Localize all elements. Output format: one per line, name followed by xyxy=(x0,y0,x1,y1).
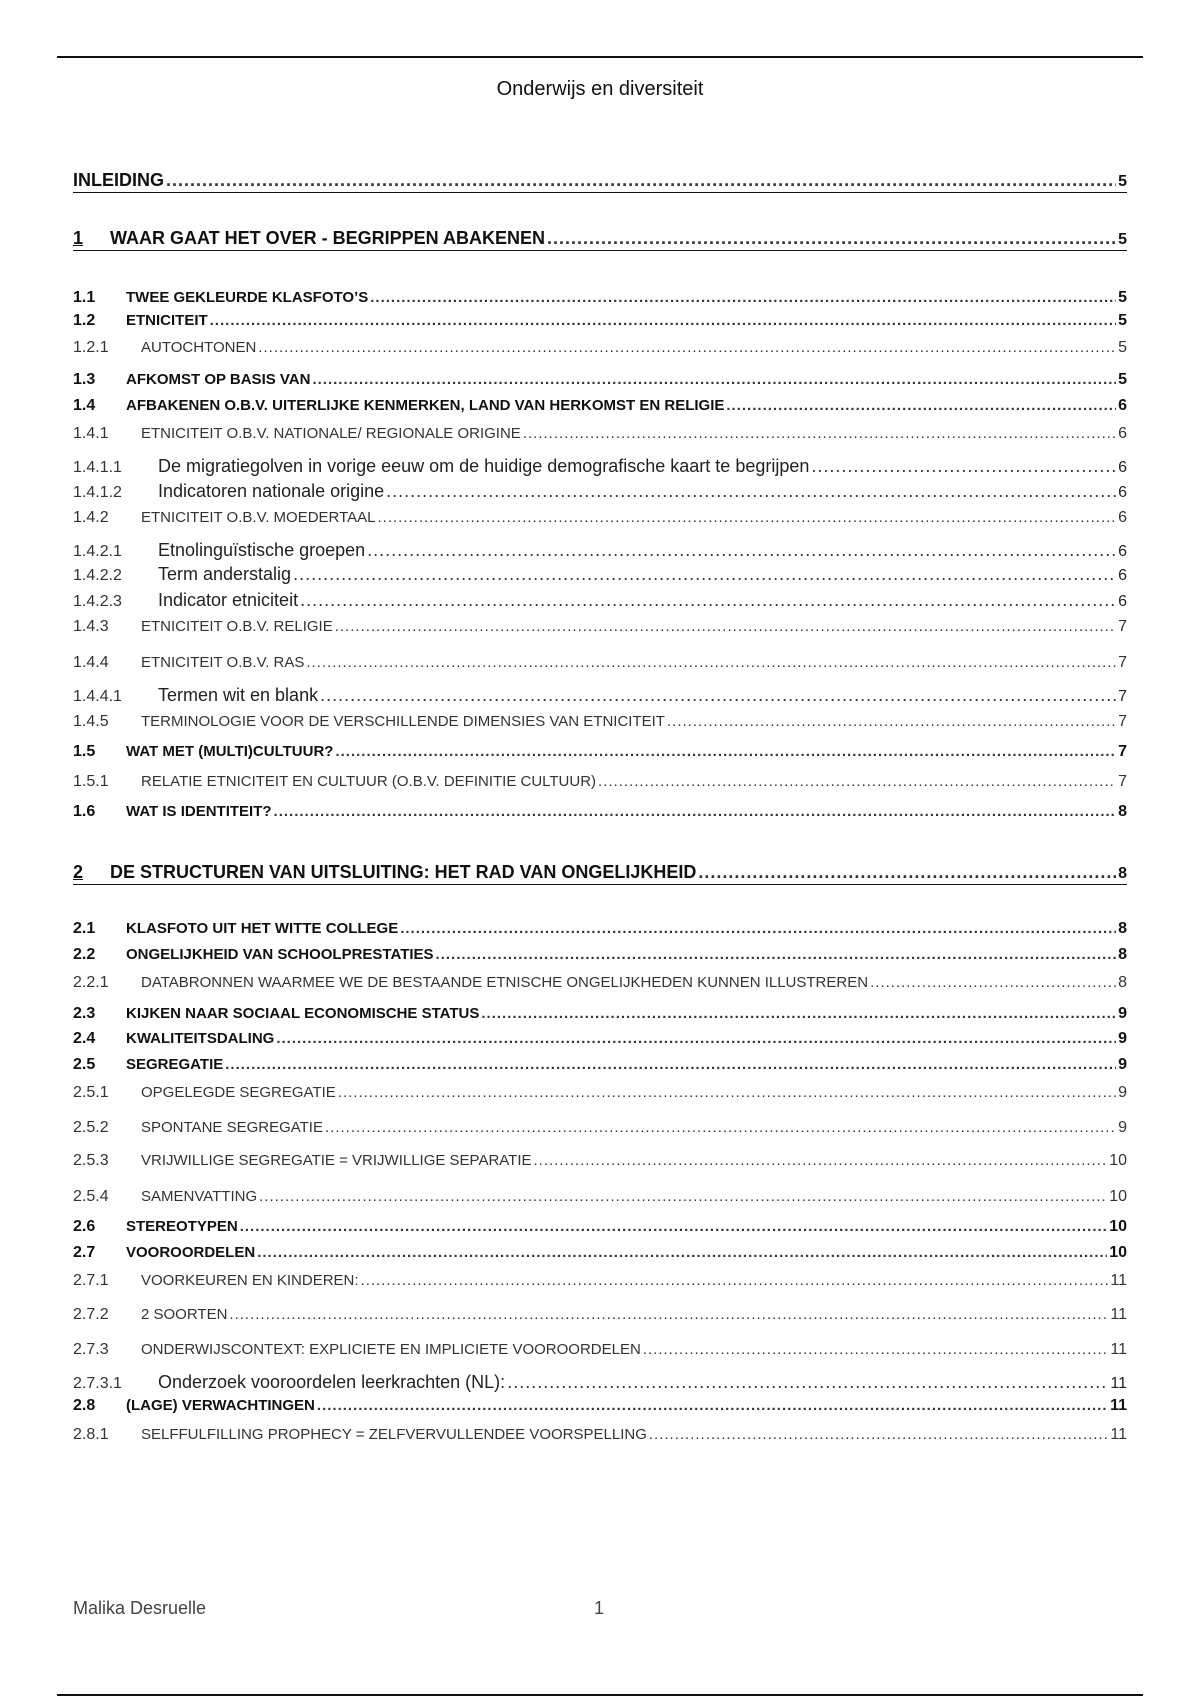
toc-entry[interactable] xyxy=(73,1005,1127,1023)
toc-entry-title: KIJKEN NAAR SOCIAAL ECONOMISCHE STATUS xyxy=(126,1005,480,1022)
toc-entry-number: 2.7.3.1 xyxy=(73,1375,122,1392)
toc-entry-number: 1.4.3 xyxy=(73,618,109,635)
toc-entry-title: ONGELIJKHEID VAN SCHOOLPRESTATIES xyxy=(126,946,434,963)
toc-entry-page: 10 xyxy=(1109,1244,1127,1261)
toc-dot-leader xyxy=(258,339,1116,356)
toc-entry-title: DE STRUCTUREN VAN UITSLUITING: HET RAD VAN ONGELIJKHEID xyxy=(110,862,697,882)
toc-entry-page: 6 xyxy=(1118,593,1127,610)
toc-entry[interactable] xyxy=(73,289,1127,307)
toc-entry-page: 8 xyxy=(1118,865,1127,882)
toc-entry-title: WAAR GAAT HET OVER - BEGRIPPEN ABAKENEN xyxy=(110,228,546,248)
toc-entry-title: SPONTANE SEGREGATIE xyxy=(141,1119,323,1136)
toc-entry-title: Onderzoek vooroordelen leerkrachten (NL): xyxy=(158,1372,506,1392)
toc-entry-number: 2.1 xyxy=(73,920,96,937)
toc-entry-title: ETNICITEIT O.B.V. RAS xyxy=(141,654,305,671)
toc-entry-title: STEREOTYPEN xyxy=(126,1218,238,1235)
toc-entry-title: DATABRONNEN WAARMEE WE DE BESTAANDE ETNISCHE ONGELIJKHEDEN KUNNEN ILLUSTREREN xyxy=(141,974,869,991)
toc-entry[interactable] xyxy=(73,862,1127,885)
toc-entry-title: De migratiegolven in vorige eeuw om de huidige demografische kaart te begrijpen xyxy=(158,456,810,476)
toc-entry-page: 11 xyxy=(1110,1426,1127,1443)
toc-entry-title: KLASFOTO UIT HET WITTE COLLEGE xyxy=(126,920,399,937)
toc-entry-number: 1.4.2.2 xyxy=(73,567,122,584)
toc-entry-number: 1.1 xyxy=(73,289,96,306)
toc-entry-number: 1 xyxy=(73,228,84,248)
toc-entry-title: Termen wit en blank xyxy=(158,685,319,705)
toc-entry-page: 5 xyxy=(1118,231,1127,248)
toc-entry[interactable] xyxy=(73,618,1127,636)
toc-dot-leader xyxy=(274,803,1117,820)
toc-entry-page: 6 xyxy=(1118,567,1127,584)
toc-entry-title: ETNICITEIT xyxy=(126,312,208,329)
toc-dot-leader xyxy=(378,509,1117,526)
toc-dot-leader xyxy=(210,312,1116,329)
toc-entry[interactable] xyxy=(73,1341,1127,1359)
toc-entry-number: 2.8 xyxy=(73,1397,96,1414)
toc-entry-page: 7 xyxy=(1118,713,1127,730)
toc-dot-leader xyxy=(507,1372,1108,1393)
toc-dot-leader xyxy=(240,1218,1108,1235)
toc-entry-number: 1.4.1.1 xyxy=(73,459,122,476)
toc-entry[interactable] xyxy=(73,773,1127,791)
toc-entry-number: 1.4.2 xyxy=(73,509,109,526)
toc-entry[interactable] xyxy=(73,713,1127,731)
toc-entry[interactable] xyxy=(73,339,1127,357)
bottom-rule xyxy=(57,1694,1143,1696)
toc-dot-leader xyxy=(367,540,1116,561)
toc-entry-title: VRIJWILLIGE SEGREGATIE = VRIJWILLIGE SEPARATIE xyxy=(141,1152,532,1169)
toc-entry-page: 8 xyxy=(1118,920,1127,937)
toc-entry[interactable] xyxy=(73,312,1127,330)
toc-entry-number: 2.3 xyxy=(73,1005,96,1022)
toc-entry-title: WAT MET (MULTI)CULTUUR? xyxy=(126,743,334,760)
toc-entry-page: 6 xyxy=(1118,425,1127,442)
toc-dot-leader xyxy=(335,743,1116,760)
toc-dot-leader xyxy=(400,920,1116,937)
toc-entry-page: 10 xyxy=(1109,1152,1127,1169)
toc-entry-title: AUTOCHTONEN xyxy=(141,339,257,356)
toc-entry-number: 1.2.1 xyxy=(73,339,109,356)
toc-dot-leader xyxy=(338,1084,1116,1101)
toc-dot-leader xyxy=(436,946,1117,963)
toc-entry-page: 7 xyxy=(1118,688,1127,705)
toc-entry[interactable] xyxy=(73,1272,1127,1290)
toc-entry-page: 5 xyxy=(1118,371,1127,388)
toc-dot-leader xyxy=(320,685,1116,706)
toc-dot-leader xyxy=(370,289,1116,306)
toc-entry-number: 2.6 xyxy=(73,1218,96,1235)
toc-entry-number: 2.5.2 xyxy=(73,1119,109,1136)
footer-author: Malika Desruelle xyxy=(73,1598,207,1618)
toc-entry-page: 11 xyxy=(1110,1341,1127,1358)
toc-entry-title: ETNICITEIT O.B.V. MOEDERTAAL xyxy=(141,509,376,526)
toc-entry-number: 1.4.5 xyxy=(73,713,109,730)
toc-entry-number: 2.5.3 xyxy=(73,1152,109,1169)
toc-entry-number: 2.5.4 xyxy=(73,1188,109,1205)
toc-entry[interactable] xyxy=(73,456,1127,477)
toc-entry-title: KWALITEITSDALING xyxy=(126,1030,275,1047)
toc-entry[interactable] xyxy=(73,1119,1127,1137)
toc-entry-title: OPGELEGDE SEGREGATIE xyxy=(141,1084,336,1101)
toc-entry-page: 6 xyxy=(1118,509,1127,526)
toc-entry-number: 2.4 xyxy=(73,1030,96,1047)
toc-entry[interactable] xyxy=(73,1152,1127,1170)
toc-entry-number: 2.5.1 xyxy=(73,1084,109,1101)
toc-entry-page: 8 xyxy=(1118,803,1127,820)
toc-entry[interactable] xyxy=(73,170,1127,193)
toc-entry-title: ONDERWIJSCONTEXT: EXPLICIETE EN IMPLICIETE VOOROORDELEN xyxy=(141,1341,641,1358)
toc-entry-title: SEGREGATIE xyxy=(126,1056,224,1073)
toc-dot-leader xyxy=(306,654,1116,671)
toc-dot-leader xyxy=(300,590,1116,611)
toc-entry[interactable] xyxy=(73,974,1127,992)
toc-entry-page: 9 xyxy=(1118,1084,1127,1101)
toc-entry-title: SELFFULFILLING PROPHECY = ZELFVERVULLENDEE VOORSPELLING xyxy=(141,1426,647,1443)
toc-entry[interactable] xyxy=(73,397,1127,415)
toc-entry-page: 11 xyxy=(1110,1397,1127,1414)
toc-entry-page: 6 xyxy=(1118,397,1127,414)
toc-dot-leader xyxy=(335,618,1116,635)
toc-entry-page: 6 xyxy=(1118,543,1127,560)
toc-entry-title: SAMENVATTING xyxy=(141,1188,258,1205)
toc-dot-leader xyxy=(598,773,1116,790)
toc-entry-page: 8 xyxy=(1118,974,1127,991)
toc-entry-title: TWEE GEKLEURDE KLASFOTO’S xyxy=(126,289,369,306)
toc-entry[interactable] xyxy=(73,371,1127,389)
toc-entry-title: 2 SOORTEN xyxy=(141,1306,228,1323)
toc-entry-number: 1.2 xyxy=(73,312,96,329)
toc-entry-page: 9 xyxy=(1118,1030,1127,1047)
toc-dot-leader xyxy=(325,1119,1116,1136)
toc-dot-leader xyxy=(225,1056,1116,1073)
toc-entry-number: 2.7.2 xyxy=(73,1306,109,1323)
toc-entry-page: 10 xyxy=(1109,1188,1127,1205)
toc-entry-title: Indicator etniciteit xyxy=(158,590,299,610)
toc-entry[interactable] xyxy=(73,654,1127,672)
toc-entry-number: 1.4.1.2 xyxy=(73,484,122,501)
toc-entry[interactable] xyxy=(73,743,1127,761)
toc-entry[interactable] xyxy=(73,1056,1127,1074)
toc-dot-leader xyxy=(870,974,1116,991)
toc-entry-page: 6 xyxy=(1118,459,1127,476)
toc-dot-leader xyxy=(229,1306,1108,1323)
toc-entry-page: 7 xyxy=(1118,654,1127,671)
toc-dot-leader xyxy=(667,713,1116,730)
toc-entry-number: 1.4.4 xyxy=(73,654,109,671)
toc-entry[interactable] xyxy=(73,540,1127,561)
toc-dot-leader xyxy=(481,1005,1116,1022)
toc-entry-title: Indicatoren nationale origine xyxy=(158,481,385,501)
toc-dot-leader xyxy=(726,397,1116,414)
toc-entry-title: AFKOMST OP BASIS VAN xyxy=(126,371,311,388)
toc-entry-page: 11 xyxy=(1110,1375,1127,1392)
toc-dot-leader xyxy=(257,1244,1107,1261)
toc-dot-leader xyxy=(317,1397,1108,1414)
toc-dot-leader xyxy=(361,1272,1109,1289)
toc-entry-number: 2.5 xyxy=(73,1056,96,1073)
toc-entry-page: 9 xyxy=(1118,1119,1127,1136)
toc-entry-page: 6 xyxy=(1118,484,1127,501)
toc-entry[interactable] xyxy=(73,481,1127,502)
toc-entry[interactable] xyxy=(73,1372,1127,1393)
toc-entry-page: 11 xyxy=(1110,1272,1127,1289)
toc-entry-number: 2.8.1 xyxy=(73,1426,109,1443)
toc-entry[interactable] xyxy=(73,1084,1127,1102)
toc-entry[interactable] xyxy=(73,1426,1127,1444)
toc-dot-leader xyxy=(259,1188,1107,1205)
toc-entry-number: 2.2 xyxy=(73,946,96,963)
toc-entry-number: 1.4 xyxy=(73,397,96,414)
toc-entry[interactable] xyxy=(73,685,1127,706)
toc-entry-page: 9 xyxy=(1118,1005,1127,1022)
toc-entry-page: 5 xyxy=(1118,312,1127,329)
toc-entry-page: 5 xyxy=(1118,173,1127,190)
toc-entry-title: (LAGE) VERWACHTINGEN xyxy=(126,1397,315,1414)
toc-entry[interactable] xyxy=(73,590,1127,611)
toc-entry-page: 10 xyxy=(1109,1218,1127,1235)
toc-entry[interactable] xyxy=(73,1188,1127,1206)
toc-dot-leader xyxy=(312,371,1116,388)
toc-entry-title: RELATIE ETNICITEIT EN CULTUUR (O.B.V. DEFINITIE CULTUUR) xyxy=(141,773,597,790)
toc-dot-leader xyxy=(547,228,1116,249)
toc-entry-page: 9 xyxy=(1118,1056,1127,1073)
toc-entry-title: TERMINOLOGIE VOOR DE VERSCHILLENDE DIMENSIES VAN ETNICITEIT xyxy=(141,713,665,730)
toc-entry-number: 1.5.1 xyxy=(73,773,109,790)
toc-entry[interactable] xyxy=(73,1030,1127,1048)
toc-dot-leader xyxy=(649,1426,1109,1443)
toc-entry-title: Term anderstalig xyxy=(158,564,292,584)
toc-entry-title: Etnolinguïstische groepen xyxy=(158,540,366,560)
toc-entry-title: VOOROORDELEN xyxy=(126,1244,256,1261)
toc-entry-number: 1.4.2.1 xyxy=(73,543,122,560)
toc-dot-leader xyxy=(534,1152,1108,1169)
toc-entry-number: 1.6 xyxy=(73,803,96,820)
toc-entry[interactable] xyxy=(73,425,1127,443)
toc-entry-page: 7 xyxy=(1118,618,1127,635)
toc-entry[interactable] xyxy=(73,564,1127,585)
toc-dot-leader xyxy=(698,862,1116,883)
toc-dot-leader xyxy=(166,170,1116,191)
toc-entry[interactable] xyxy=(73,920,1127,938)
toc-entry-title: INLEIDING xyxy=(73,170,165,190)
page-title: Onderwijs en diversiteit xyxy=(496,78,704,100)
toc-entry[interactable] xyxy=(73,228,1127,251)
toc-entry-title: ETNICITEIT O.B.V. RELIGIE xyxy=(141,618,333,635)
toc-entry-number: 1.4.1 xyxy=(73,425,109,442)
toc-entry-page: 8 xyxy=(1118,946,1127,963)
footer-page-number: 1 xyxy=(594,1598,605,1618)
toc-dot-leader xyxy=(811,456,1116,477)
toc-entry-title: AFBAKENEN O.B.V. UITERLIJKE KENMERKEN, LAND VAN HERKOMST EN RELIGIE xyxy=(126,397,725,414)
toc-entry-title: VOORKEUREN EN KINDEREN: xyxy=(141,1272,359,1289)
toc-entry[interactable] xyxy=(73,1306,1127,1324)
toc-dot-leader xyxy=(643,1341,1109,1358)
toc-entry[interactable] xyxy=(73,1244,1127,1262)
toc-entry-number: 1.4.4.1 xyxy=(73,688,122,705)
toc-entry-number: 2.7.1 xyxy=(73,1272,109,1289)
toc-entry-number: 2 xyxy=(73,862,84,882)
toc-dot-leader xyxy=(523,425,1116,442)
toc-entry-page: 5 xyxy=(1118,339,1127,356)
toc-entry-number: 2.7 xyxy=(73,1244,96,1261)
toc-entry-title: WAT IS IDENTITEIT? xyxy=(126,803,272,820)
toc-entry-number: 2.2.1 xyxy=(73,974,109,991)
toc-entry-number: 1.4.2.3 xyxy=(73,593,122,610)
toc-entry-number: 2.7.3 xyxy=(73,1341,109,1358)
toc-entry-page: 7 xyxy=(1118,743,1127,760)
toc-dot-leader xyxy=(293,564,1116,585)
toc-dot-leader xyxy=(386,481,1116,502)
top-rule xyxy=(57,56,1143,58)
toc-entry[interactable] xyxy=(73,509,1127,527)
toc-entry[interactable] xyxy=(73,803,1127,821)
toc-entry[interactable] xyxy=(73,946,1127,964)
toc-entry-page: 5 xyxy=(1118,289,1127,306)
toc-entry-number: 1.5 xyxy=(73,743,96,760)
toc-dot-leader xyxy=(276,1030,1116,1047)
toc-entry[interactable] xyxy=(73,1218,1127,1236)
toc-entry[interactable] xyxy=(73,1397,1127,1415)
toc-entry-page: 7 xyxy=(1118,773,1127,790)
toc-entry-title: ETNICITEIT O.B.V. NATIONALE/ REGIONALE ORIGINE xyxy=(141,425,521,442)
toc-entry-page: 11 xyxy=(1110,1306,1127,1323)
toc-entry-number: 1.3 xyxy=(73,371,96,388)
